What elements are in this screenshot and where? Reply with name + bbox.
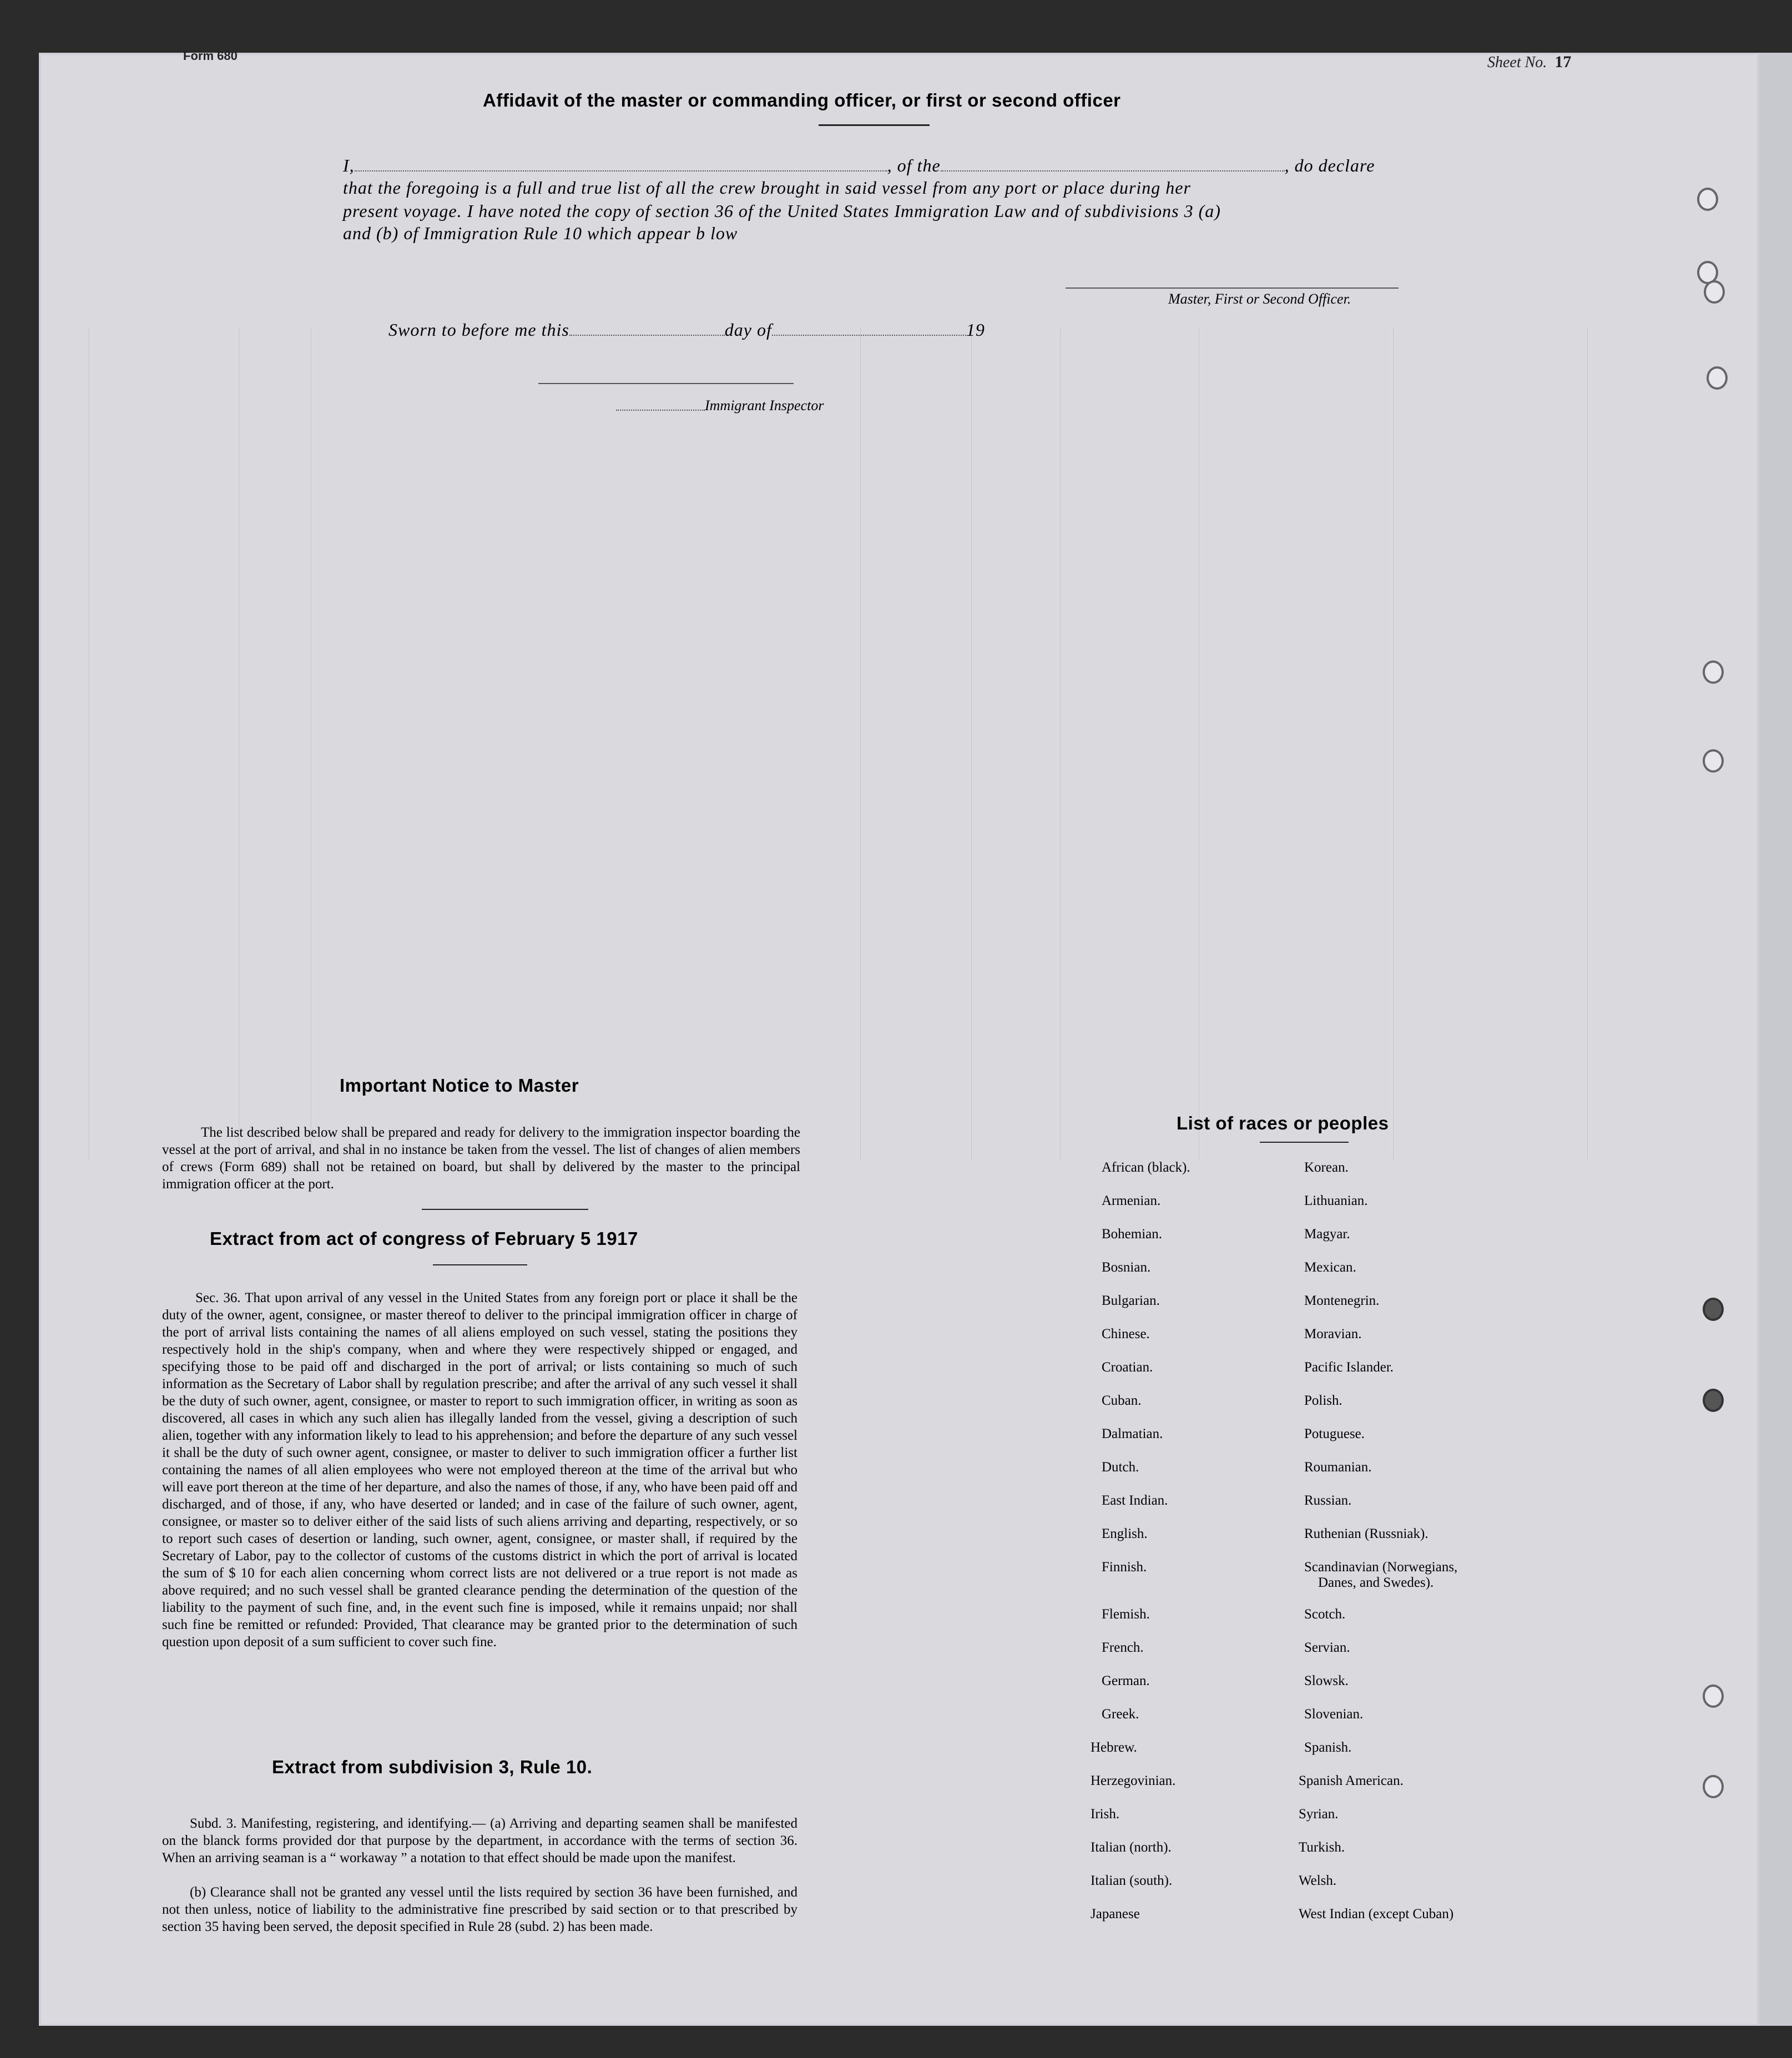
divider: [422, 1209, 588, 1210]
race-item: Ruthenian (Russniak).: [1304, 1526, 1428, 1541]
race-item: Spanish.: [1304, 1740, 1352, 1755]
race-item: Finnish.: [1102, 1560, 1147, 1575]
month-blank: [772, 335, 966, 336]
race-item: Bohemian.: [1102, 1227, 1163, 1242]
race-item: Lithuanian.: [1304, 1193, 1368, 1208]
race-item: Pacific Islander.: [1304, 1360, 1394, 1375]
race-item: Potuguese.: [1304, 1426, 1365, 1441]
race-item: Montenegrin.: [1304, 1293, 1380, 1308]
race-item: Hebrew.: [1091, 1740, 1137, 1755]
race-item: Herzegovinian.: [1091, 1773, 1176, 1788]
page-edge: [1759, 53, 1792, 2026]
race-item: Scotch.: [1304, 1607, 1346, 1622]
binder-hole: [1703, 660, 1724, 684]
race-item: Bosnian.: [1102, 1260, 1151, 1275]
extract-rule-title: Extract from subdivision 3, Rule 10.: [272, 1757, 593, 1777]
race-item: Dutch.: [1102, 1460, 1139, 1475]
race-item: Russian.: [1304, 1493, 1352, 1508]
bleed-column: [1393, 327, 1394, 1160]
race-item: Cuban.: [1102, 1393, 1142, 1408]
notice-title: Important Notice to Master: [340, 1075, 579, 1096]
manifest-sheet: [39, 53, 1759, 2026]
extract-rule-body-a: Subd. 3. Manifesting, registering, and identifying.— (a) Arriving and departing seamen shall be manifested on the blanck forms provided dor that purpose by the department, in accordance with the terms of section 36. When an arriving seaman is a “ workaway ” a notation to that effect should be made upon the manifest.: [162, 1816, 797, 1865]
race-item: Italian (north).: [1091, 1840, 1172, 1855]
bleed-column: [1587, 327, 1588, 1160]
race-item: Magyar.: [1304, 1227, 1350, 1242]
day-blank: [569, 335, 725, 336]
race-item: Armenian.: [1102, 1193, 1161, 1208]
binder-hole: [1703, 1298, 1724, 1321]
divider: [819, 124, 930, 126]
affidavit-declare: , do declare: [1284, 155, 1375, 175]
inspector-caption: Immigrant Inspector: [705, 397, 824, 413]
affidavit-line-2: that the foregoing is a full and true list of all the crew brought in said vessel from any port or place during her: [343, 178, 1191, 198]
race-item: Chinese.: [1102, 1326, 1150, 1341]
race-item: Flemish.: [1102, 1607, 1150, 1622]
affidavit-line-4: and (b) of Immigration Rule 10 which appear b low: [343, 223, 738, 243]
bleed-column: [971, 327, 972, 1160]
binder-hole: [1707, 366, 1728, 390]
extract-act-body: Sec. 36. That upon arrival of any vessel in the United States from any foreign port or place it shall be the duty of the owner, agent, consignee, or master thereof to deliver to the principal immigration officer in charge of the port of arrival lists containing the names of all aliens employed on such vessel, stating the positions they respectively hold in the ship's company, when and where they were respectively shipped or engaged, and specifying those to be paid off and discharged in the port of arrival; or lists containing so much of such information as the Secretary of Labor shall by regulation prescribe; and after the arrival of any such vessel it shall be the duty of such owner, agent, consignee, or master to report to such immigration officer, in writing as soon as discovered, all cases in which any such alien has illegally landed from the vessel, giving a description of such alien, together with any information likely to lead to his apprehension; and before the departure of any such vessel it shall be the duty of such owner agent, consignee, or master to deliver to such immigration officer a further list containing the names of all alien employees who were not employed thereon at the time of the arrival but who will eave port thereon at the time of her departure, and also the names of those, if any, who have been paid off and discharged, and of those, if any, who have deserted or landed; and in case of the failure of such owner, agent, consignee, or master so to deliver either of the said lists of such aliens arriving and departing, respectively, or so to report such cases of desertion or landing, such owner, agent, consignee, or master shall, if required by the Secretary of Labor, pay to the collector of customs of the customs district in which the port of arrival is located the sum of $ 10 for each alien concerning whom correct lists are not delivered or a true report is not made as above required; and no such vessel shall be granted clearance pending the determination of the question of the liability to the payment of such fine, and, in the event such fine is imposed, while it remains unpaid; nor shall such fine be remitted or refunded: Provided, That clearance may be granted prior to the determination of such question upon deposit of a sum sufficient to cover such fine.: [162, 1290, 797, 1650]
races-title: List of races or peoples: [1177, 1113, 1389, 1133]
race-item: Korean.: [1304, 1160, 1349, 1175]
sworn-year: 19: [966, 320, 985, 340]
binder-hole: [1703, 1389, 1724, 1412]
vessel-blank: [941, 170, 1285, 172]
master-signature-caption: Master, First or Second Officer.: [1168, 291, 1351, 307]
affidavit-line-3: present voyage. I have noted the copy of section 36 of the United States Immigration Law and of subdivisions 3 (a): [343, 201, 1221, 221]
form-label: Form 680: [183, 49, 238, 63]
race-item: Syrian.: [1299, 1807, 1339, 1822]
extract-act-title: Extract from act of congress of February 5 1917: [210, 1228, 638, 1249]
race-item: Greek.: [1102, 1707, 1139, 1722]
race-item: Moravian.: [1304, 1326, 1362, 1341]
race-item: Dalmatian.: [1102, 1426, 1163, 1441]
race-item: Irish.: [1091, 1807, 1120, 1822]
bleed-column: [1060, 327, 1061, 1160]
race-item: Slowsk.: [1304, 1673, 1349, 1688]
sworn-line: [388, 320, 985, 340]
inspector-line-lower: [616, 410, 705, 411]
affidavit-of-the: , of the: [887, 155, 941, 175]
race-item: Mexican.: [1304, 1260, 1356, 1275]
sworn-start: Sworn to before me this: [388, 320, 569, 340]
sheet-number-value: 17: [1554, 53, 1572, 71]
race-item: Welsh.: [1299, 1873, 1337, 1888]
binder-hole: [1703, 1684, 1724, 1708]
notice-body: The list described below shall be prepared and ready for delivery to the immigration inspector boarding the vessel at the port of arrival, and shal in no instance be taken from the vessel. The list of changes of alien members of crews (Form 689) shall not be retained on board, but shall by delivered by the master to the principal immigration officer at the port.: [162, 1125, 800, 1192]
race-item: West Indian (except Cuban): [1299, 1906, 1454, 1921]
affidavit-title: Affidavit of the master or commanding officer, or first or second officer: [483, 90, 1121, 110]
race-item: African (black).: [1102, 1160, 1190, 1175]
race-item: East Indian.: [1102, 1493, 1168, 1508]
master-signature-line: [1066, 287, 1399, 289]
sworn-day-of: day of: [724, 320, 772, 340]
race-item: Roumanian.: [1304, 1460, 1372, 1475]
race-item: Danes, and Swedes).: [1318, 1575, 1434, 1590]
name-blank: [355, 170, 887, 172]
race-item: French.: [1102, 1640, 1144, 1655]
race-item: Italian (south).: [1091, 1873, 1173, 1888]
race-item: Slovenian.: [1304, 1707, 1364, 1722]
race-item: Servian.: [1304, 1640, 1350, 1655]
sheet-number: [1487, 53, 1571, 72]
extract-rule-body-b: (b) Clearance shall not be granted any vessel until the lists required by section 36 have been furnished, and not then unless, notice of liability to the administrative fine prescribed by said section or to that prescribed by section 35 having been served, the deposit specified in Rule 28 (subd. 2) has been made.: [162, 1885, 797, 1934]
affidavit-i: I,: [343, 155, 355, 175]
divider: [1260, 1142, 1349, 1143]
inspector-line-upper: [538, 383, 794, 384]
race-item: Polish.: [1304, 1393, 1342, 1408]
race-item: Croatian.: [1102, 1360, 1153, 1375]
bleed-column: [860, 327, 861, 1160]
sheet-label: Sheet No.: [1487, 54, 1547, 71]
race-item: English.: [1102, 1526, 1148, 1541]
divider: [433, 1264, 527, 1265]
race-item: Japanese: [1091, 1906, 1140, 1921]
race-item: Spanish American.: [1299, 1773, 1404, 1788]
race-item: Bulgarian.: [1102, 1293, 1160, 1308]
binder-hole: [1703, 749, 1724, 773]
race-item: Turkish.: [1299, 1840, 1345, 1855]
binder-hole: [1703, 1775, 1724, 1798]
race-item: German.: [1102, 1673, 1150, 1688]
binder-hole: [1704, 280, 1725, 304]
race-item: Scandinavian (Norwegians,: [1304, 1560, 1458, 1575]
binder-hole: [1697, 188, 1718, 211]
affidavit-line-1: [343, 155, 1375, 176]
